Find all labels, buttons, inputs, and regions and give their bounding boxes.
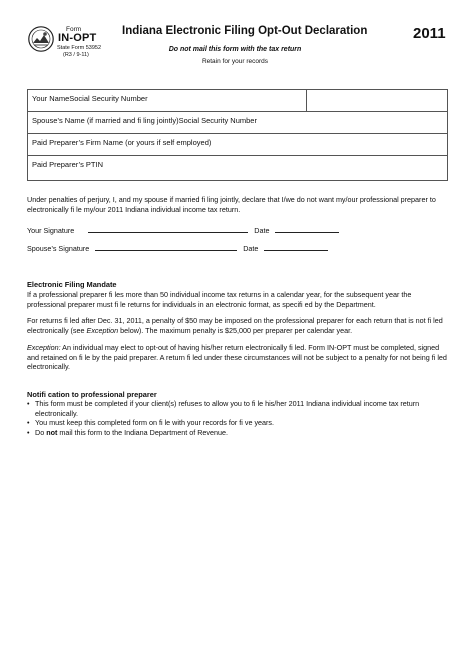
ptin-field[interactable] <box>28 156 447 179</box>
perjury-declaration: Under penalties of perjury, I, and my spouse if married fi ling jointly, declare that I/we do not want my/our professional preparer to electronically fi le my/our 2011 Indiana individual income tax return. <box>27 195 436 214</box>
no-mail-notice: Do not mail this form with the tax return <box>168 46 302 53</box>
retain-notice: Retain for your records <box>201 58 269 65</box>
notification-heading: Notifi cation to professional preparer <box>27 390 157 399</box>
form-id: IN-OPT <box>58 32 97 44</box>
your-signature-input[interactable] <box>88 224 248 233</box>
revision-label: (R3 / 9-11) <box>63 52 89 58</box>
mandate-heading: Electronic Filing Mandate <box>27 280 117 289</box>
spouse-name-field[interactable] <box>28 112 447 134</box>
your-signature-row <box>27 224 339 235</box>
taxpayer-info-table <box>27 89 448 181</box>
page-title: Indiana Electronic Filing Opt-Out Declaration <box>122 25 368 37</box>
tax-year: 2011 <box>413 25 446 42</box>
penalty-paragraph: For returns fi led after Dec. 31, 2011, a penalty of $50 may be imposed on the professional preparer for each return that is not fi led electronically (see Exception below). The maximum penalty is $25,000 per preparer per calendar year. <box>27 316 443 335</box>
mandate-paragraph: If a professional preparer fi les more than 50 individual income tax returns in a calendar year, for the subsequent year the professional preparer must fi le returns for individuals in an electronic format, as specifi ed by the Department. <box>27 290 412 309</box>
list-item: • Do not mail this form to the Indiana Department of Revenue. <box>27 427 228 437</box>
spouse-signature-row <box>27 242 328 253</box>
ptin-label: Paid Preparer’s PTIN <box>32 160 104 169</box>
notification-list <box>27 399 447 437</box>
date-label: Date <box>243 244 259 253</box>
form-word: Form <box>66 26 82 33</box>
state-seal-icon <box>28 26 54 52</box>
your-name-label: Your NameSocial Security Number <box>32 94 148 103</box>
spouse-signature-input[interactable] <box>95 242 237 251</box>
state-form-number: State Form 53952 <box>57 45 102 51</box>
list-item: • This form must be completed if your client(s) refuses to allow you to fi le his/her 2011 Indiana individual income tax return electronically. <box>27 399 420 418</box>
list-item: • You must keep this completed form on fi le with your records for fi ve years. <box>27 418 275 428</box>
spouse-signature-label: Spouse’s Signature <box>27 244 90 253</box>
your-signature-label: Your Signature <box>27 226 75 235</box>
your-name-field[interactable] <box>28 90 447 112</box>
your-date-input[interactable] <box>275 224 339 233</box>
spouse-date-input[interactable] <box>264 242 328 251</box>
ssn-divider <box>306 90 307 112</box>
date-label: Date <box>254 226 270 235</box>
exception-paragraph: Exception: An individual may elect to opt-out of having his/her return electronically fi led. Form IN-OPT must be completed, signed and retained on fi le by the paid preparer. A return fi led under these circumstances will not be subject to a penalty for not being fi led electronically. <box>27 343 447 372</box>
firm-name-field[interactable] <box>28 134 447 156</box>
spouse-name-label: Spouse’s Name (if married and fi ling jointly)Social Security Number <box>32 116 257 125</box>
firm-name-label: Paid Preparer’s Firm Name (or yours if self employed) <box>32 138 212 147</box>
